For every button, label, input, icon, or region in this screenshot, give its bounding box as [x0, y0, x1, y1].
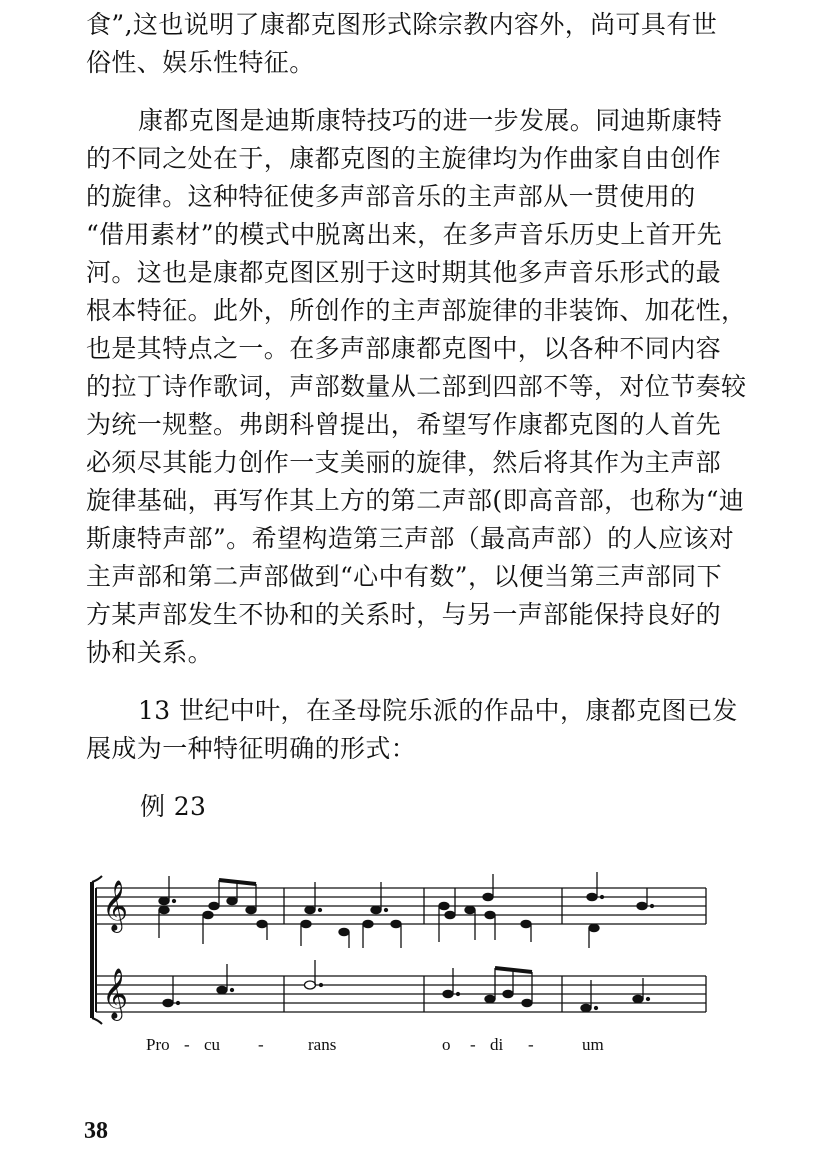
text-line: 斯康特声部”。希望构造第三声部（最高声部）的人应该对 — [86, 524, 735, 553]
text-line: 也是其特点之一。在多声部康都克图中，以各种不同内容 — [86, 334, 722, 363]
lyric-syllable: rans — [308, 1035, 337, 1054]
lyrics — [146, 1035, 604, 1054]
text-line: 为统一规整。弗朗科曾提出，希望写作康都克图的人首先 — [86, 410, 722, 439]
lower-staff — [96, 976, 706, 1012]
text-line: 食”,这也说明了康都克图形式除宗教内容外，尚可具有世 — [86, 10, 718, 39]
lyric-syllable: di — [490, 1035, 504, 1054]
lower-notes — [163, 960, 650, 1012]
text-line: 俗性、娱乐性特征。 — [86, 48, 315, 77]
text-line: 展成为一种特征明确的形式： — [86, 734, 417, 763]
text-line: 的不同之处在于，康都克图的主旋律均为作曲家自由创作 — [86, 144, 722, 173]
text-line: 必须尽其能力创作一支美丽的旋律，然后将其作为主声部 — [86, 448, 722, 477]
text-line: 旋律基础，再写作其上方的第二声部(即高音部，也称为“迪 — [86, 486, 745, 515]
text-line: 康都克图是迪斯康特技巧的进一步发展。同迪斯康特 — [138, 106, 723, 135]
upper-notes — [159, 872, 654, 948]
music-score — [86, 868, 726, 1068]
lyric-syllable: Pro — [146, 1035, 170, 1054]
lyric-hyphen: - — [184, 1035, 190, 1054]
lyric-syllable: um — [582, 1035, 604, 1054]
text-line: 根本特征。此外，所创作的主声部旋律的非装饰、加花性， — [86, 296, 747, 325]
treble-clef-icon: 𝄞 — [102, 880, 129, 931]
lyric-syllable: cu — [204, 1035, 221, 1054]
text-line: 方某声部发生不协和的关系时，与另一声部能保持良好的 — [86, 600, 722, 629]
example-label: 例 23 — [140, 792, 207, 821]
text-line: 的拉丁诗作歌词，声部数量从二部到四部不等，对位节奏较 — [86, 372, 747, 401]
lyric-hyphen: - — [528, 1035, 534, 1054]
upper-staff — [96, 888, 706, 924]
page-number: 38 — [84, 1118, 108, 1144]
treble-clef-icon: 𝄞 — [102, 968, 129, 1019]
lyric-hyphen: - — [258, 1035, 264, 1054]
text-line: “借用素材”的模式中脱离出来，在多声音乐历史上首开先 — [86, 220, 722, 249]
text-line: 协和关系。 — [86, 638, 214, 667]
lyric-hyphen: - — [470, 1035, 476, 1054]
text-line: 的旋律。这种特征使多声部音乐的主声部从一贯使用的 — [86, 182, 696, 211]
text-line: 河。这也是康都克图区别于这时期其他多声音乐形式的最 — [86, 258, 722, 287]
text-line: 主声部和第二声部做到“心中有数”，以便当第三声部同下 — [86, 562, 722, 591]
text-line: 13 世纪中叶，在圣母院乐派的作品中，康都克图已发 — [138, 696, 738, 725]
lyric-syllable: o — [442, 1035, 451, 1054]
